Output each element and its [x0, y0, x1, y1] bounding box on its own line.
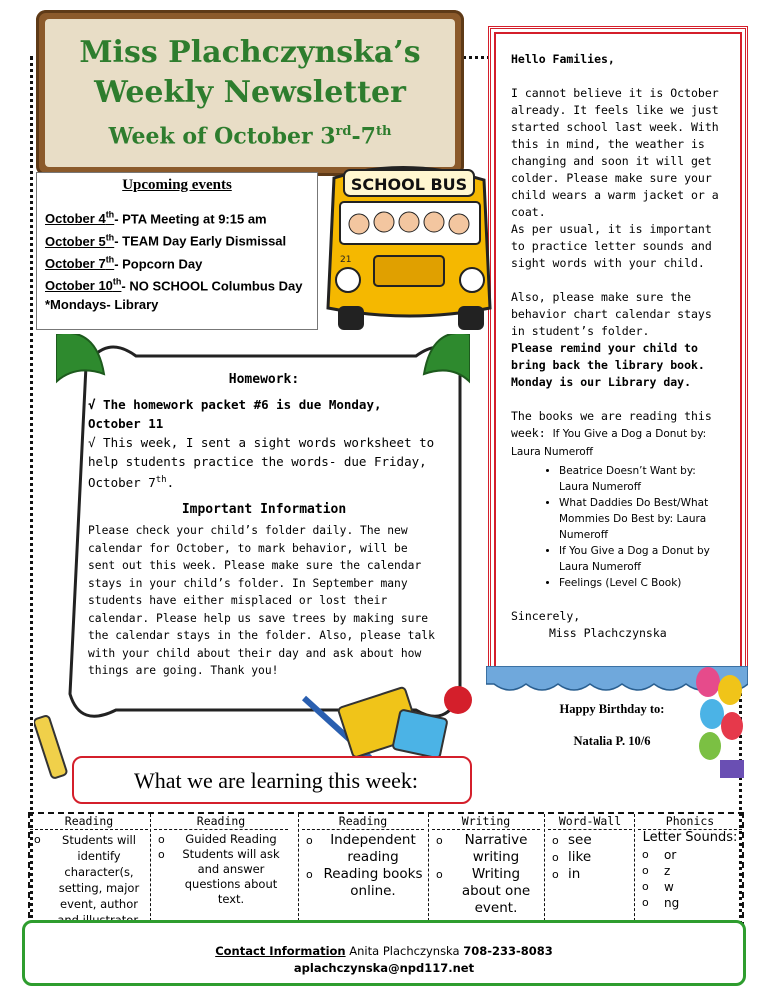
list-item: o in — [548, 866, 632, 883]
contact-box — [22, 920, 746, 986]
list-item: o Writing about one event. — [432, 866, 540, 917]
upcoming-events-box — [36, 172, 318, 330]
list-item: o or — [638, 847, 742, 863]
books-intro-text: The books we are reading this week: — [511, 409, 712, 440]
events-list — [45, 206, 309, 314]
letter-greeting: Hello Families, — [511, 52, 615, 66]
important-info-text: Please check your child’s folder daily. The new calendar for October, to mark behavior, will be sent out this week. Please make sure the calendar stays in your child’s folder. In September many students have either misplaced or lost their calendar. Please help us save trees by making sure the calendar stays in the folder. Also, please talk with your child about their day and ask about how things are going. Thank you! — [88, 524, 435, 678]
important-info-heading: Important Information — [181, 502, 347, 518]
week-mid: -7 — [351, 123, 376, 150]
book-item: • Feelings (Level C Book) — [559, 575, 727, 591]
contact-phone[interactable]: 708-233-8083 — [463, 944, 553, 958]
birthday-heading: Happy Birthday to: — [559, 702, 665, 716]
list-item: o like — [548, 849, 632, 866]
homework-section — [88, 370, 440, 680]
event-text: - TEAM Day Early Dismissal — [114, 233, 287, 249]
homework-item-1: √ The homework packet #6 is due Monday, October 11 — [88, 397, 382, 431]
column-reading-1 — [30, 814, 148, 926]
list-item: o w — [638, 879, 742, 895]
event-text: - PTA Meeting at 9:15 am — [114, 211, 267, 227]
week-prefix: Week of October 3 — [108, 123, 336, 150]
event-text: - NO SCHOOL Columbus Day — [121, 278, 303, 294]
event-date: October 10th — [45, 276, 122, 294]
bus-sign: SCHOOL BUS — [350, 175, 468, 194]
letter-box — [488, 26, 748, 676]
event-item-library: *Mondays- Library — [45, 297, 159, 313]
homework-heading: Homework: — [228, 372, 300, 387]
column-title: Writing — [432, 814, 540, 830]
letter-paragraph-1: I cannot believe it is October already. It feels like we just started school last week. With this in mind, the weather is changing and soon it will get colder. Please make sure your child wears a warm jacket or a coat. — [511, 86, 719, 219]
homework-item-2: √ This week, I sent a sight words worksheet to help students practice the words- due Friday, October 7th. — [88, 435, 435, 491]
event-item — [45, 228, 309, 250]
letter-library-reminder: Please remind your child to bring back the library book. Monday is our Library day. — [511, 341, 705, 389]
list-item: o see — [548, 832, 632, 849]
crayon-decoration — [34, 706, 68, 790]
week-sup-1: rd — [335, 124, 352, 139]
abc-blocks-decoration — [300, 678, 476, 768]
column-divider — [428, 814, 429, 926]
letter-closing: Sincerely, — [511, 609, 581, 623]
newsletter-title-line1: Miss Plachczynska’s — [79, 35, 421, 70]
letter-paragraph-3: Also, please make sure the behavior chart calendar stays in student’s folder. — [511, 290, 712, 338]
column-divider — [634, 814, 635, 926]
book-item: • Beatrice Doesn’t Want by: Laura Numeroff — [559, 463, 727, 495]
column-reading-2 — [154, 814, 288, 926]
list-item: o Independent reading — [302, 832, 424, 866]
column-writing — [432, 814, 540, 926]
birthday-box — [524, 690, 700, 788]
event-item — [45, 206, 309, 228]
column-title: Phonics — [638, 814, 742, 830]
column-divider — [298, 814, 299, 926]
books-list — [511, 463, 727, 591]
week-sup-2: th — [375, 124, 392, 139]
contact-label: Contact Information — [215, 944, 346, 958]
column-divider — [150, 814, 151, 926]
book-item: • What Daddies Do Best/What Mommies Do Best by: Laura Numeroff — [559, 495, 727, 543]
event-date: October 4th — [45, 210, 115, 227]
list-item: o Narrative writing — [432, 832, 540, 866]
list-item: o Students will identify character(s, setting, major event, author — [30, 832, 148, 928]
list-item: o Reading books online. — [302, 866, 424, 900]
event-date: October 5th — [45, 232, 115, 249]
contact-name: Anita Plachczynska — [349, 944, 460, 958]
learning-banner: What we are learning this week: — [72, 756, 472, 804]
column-subtitle: Letter Sounds: — [642, 830, 738, 845]
letter-books-intro — [511, 408, 727, 461]
letter-paragraph-2: As per usual, it is important to practice letter sounds and sight words with your child. — [511, 222, 712, 270]
newsletter-header — [36, 10, 464, 176]
letter-signature: Miss Plachczynska — [549, 626, 667, 640]
list-item: o Students will ask and answer questions about text. — [154, 847, 288, 907]
birthday-name: Natalia P. 10/6 — [573, 734, 651, 748]
balloons-icon — [690, 660, 748, 780]
events-heading: Upcoming events — [122, 177, 232, 193]
column-title: Reading — [30, 814, 148, 830]
column-title: Reading — [302, 814, 424, 830]
column-word-wall — [548, 814, 632, 926]
column-divider — [544, 814, 545, 926]
event-text: - Popcorn Day — [114, 255, 203, 271]
column-title: Reading — [154, 814, 288, 830]
newsletter-title-line2: Weekly Newsletter — [94, 75, 406, 110]
newsletter-week — [45, 117, 455, 151]
school-bus-illustration — [314, 158, 500, 336]
event-item — [45, 251, 309, 273]
list-item: o z — [638, 863, 742, 879]
column-phonics — [638, 814, 742, 926]
column-title: Word-Wall — [548, 814, 632, 830]
list-item: o Guided Reading — [154, 832, 288, 847]
book-item: • If You Give a Dog a Donut by Laura Numeroff — [559, 543, 727, 575]
column-reading-3 — [302, 814, 424, 926]
contact-line — [25, 943, 743, 960]
header-panel — [45, 19, 455, 167]
books-first-title: If You Give a Dog a Donut by: Laura Numeroff — [511, 428, 707, 458]
event-date: October 7th — [45, 254, 115, 271]
list-item: o ng — [638, 895, 742, 911]
learning-columns — [28, 812, 744, 928]
event-item — [45, 273, 309, 295]
bus-number: 21 — [340, 255, 352, 265]
contact-email[interactable]: aplachczynska@npd117.net — [293, 961, 475, 975]
